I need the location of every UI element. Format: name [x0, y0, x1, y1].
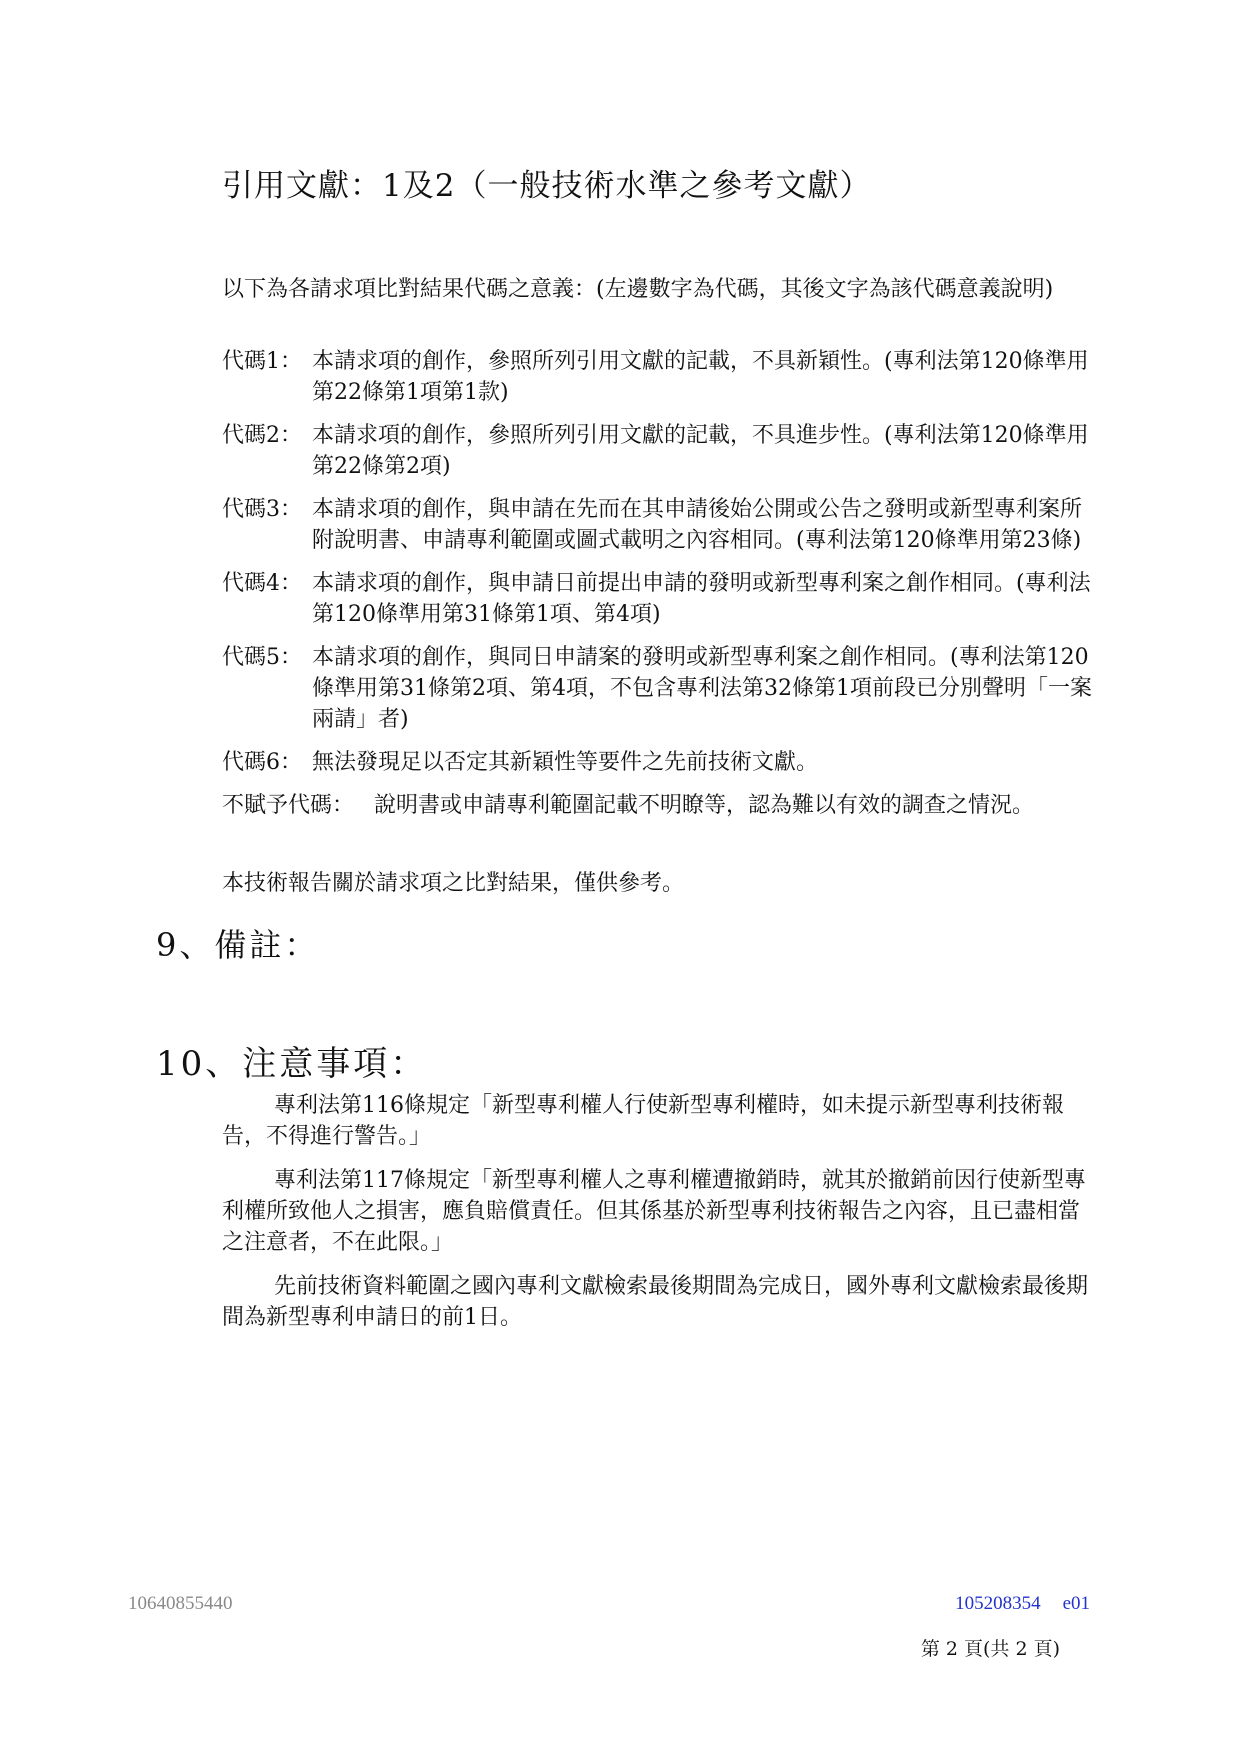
code-item: [222, 790, 1092, 821]
code-text: 本請求項的創作，參照所列引用文獻的記載，不具新穎性。(專利法第120條準用第22條第1項第1款): [312, 349, 1089, 405]
section-9-title: 9、備註：: [156, 926, 320, 964]
code-text: 本請求項的創作，與申請日前提出申請的發明或新型專利案之創作相同。(專利法第120條準用第31條第1項、第4項): [312, 571, 1091, 627]
code-text: 本請求項的創作，參照所列引用文獻的記載，不具進步性。(專利法第120條準用第22條第2項): [312, 423, 1089, 479]
cited-references: 引用文獻：1及2（一般技術水準之參考文獻）: [222, 168, 872, 204]
section-10-title: 10、注意事項：: [156, 1044, 428, 1084]
code-text: 說明書或申請專利範圍記載不明瞭等，認為難以有效的調查之情況。: [374, 793, 1035, 818]
code-label: 代碼5：: [222, 645, 302, 670]
code-item: [222, 420, 1092, 482]
code-item: [222, 568, 1092, 630]
application-number: 105208354: [955, 1593, 1041, 1614]
code-item: [222, 346, 1092, 408]
page-number: 第 2 頁(共 2 頁): [920, 1638, 1060, 1660]
conclusion-text: 本技術報告關於請求項之比對結果，僅供參考。: [222, 871, 685, 896]
code-label: 代碼4：: [222, 571, 302, 596]
code-label: 代碼2：: [222, 423, 302, 448]
notes-section: [222, 1090, 1092, 1346]
code-label: 不賦予代碼：: [222, 793, 355, 818]
code-item: [222, 642, 1092, 735]
note-paragraph: 專利法第117條規定「新型專利權人之專利權遭撤銷時，就其於撤銷前因行使新型專利權所致他人之損害，應負賠償責任。但其係基於新型專利技術報告之內容，且已盡相當之注意者，不在此限。」: [222, 1168, 1086, 1255]
footer-doc-id: 10640855440: [128, 1593, 233, 1614]
code-list: [222, 346, 1092, 833]
code-item: [222, 747, 1092, 778]
code-text: 無法發現足以否定其新穎性等要件之先前技術文獻。: [312, 750, 819, 775]
code-label: 代碼3：: [222, 497, 302, 522]
code-intro: 以下為各請求項比對結果代碼之意義：(左邊數字為代碼，其後文字為該代碼意義說明): [222, 277, 1054, 302]
note-paragraph: 專利法第116條規定「新型專利權人行使新型專利權時，如未提示新型專利技術報告，不得進行警告。」: [222, 1093, 1064, 1149]
code-label: 代碼1：: [222, 349, 302, 374]
code-text: 本請求項的創作，與同日申請案的發明或新型專利案之創作相同。(專利法第120條準用第31條第2項、第4項，不包含專利法第32條第1項前段已分別聲明「一案兩請」者): [312, 645, 1092, 732]
footer-application-number: [955, 1593, 1090, 1615]
code-item: [222, 494, 1092, 556]
code-text: 本請求項的創作，與申請在先而在其申請後始公開或公告之發明或新型專利案所附說明書、申請專利範圍或圖式載明之內容相同。(專利法第120條準用第23條): [312, 497, 1083, 553]
code-label: 代碼6：: [222, 750, 302, 775]
application-suffix: e01: [1062, 1593, 1090, 1614]
note-paragraph: 先前技術資料範圍之國內專利文獻檢索最後期間為完成日，國外專利文獻檢索最後期間為新型專利申請日的前1日。: [222, 1274, 1089, 1330]
